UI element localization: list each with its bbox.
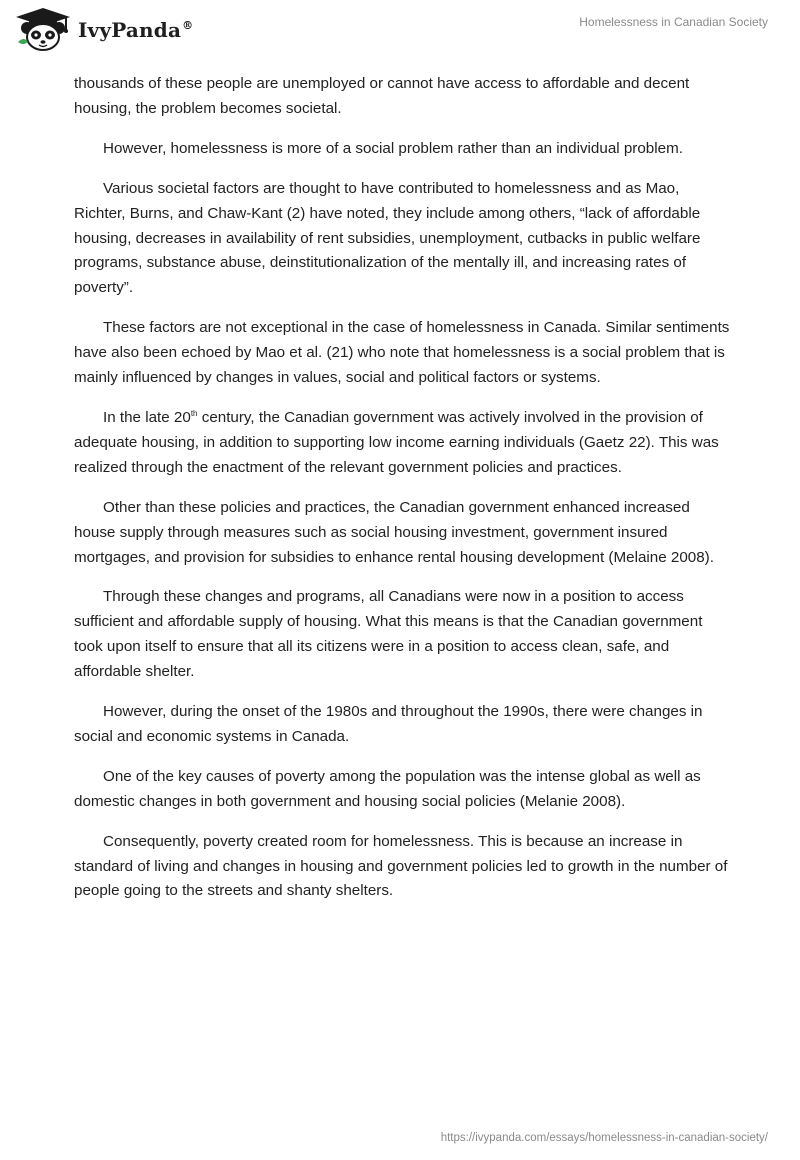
- essay-body: [74, 72, 734, 919]
- paragraph-10: Consequently, poverty created room for homelessness. This is because an increase in standard of living and changes in housing and government policies led to growth in the number of people going to the streets and shanty shelters.: [74, 832, 728, 900]
- brand-logo[interactable]: [14, 6, 193, 52]
- ordinal-superscript: th: [190, 408, 198, 418]
- paragraph-7: Through these changes and programs, all Canadians were now in a position to access sufficient and affordable supply of housing. What this means is that the Canadian government took upon itself to ensure that all its citizens were in a position to access clean, safe, and affordable shelter.: [74, 588, 703, 681]
- paragraph-5-text-after: century, the Canadian government was actively involved in the provision of adequate housing, in addition to supporting low income earning individuals (Gaetz 22). This was realized through the enactment of the relevant government policies and practices.: [74, 408, 719, 476]
- source-url-link[interactable]: https://ivypanda.com/essays/homelessness-in-canadian-society/: [440, 1132, 768, 1144]
- paragraph-5: [74, 406, 734, 481]
- paragraph-6: Other than these policies and practices, the Canadian government enhanced increased house supply through measures such as social housing investment, government insured mortgages, and provision for subsidies to enhance rental housing development (Melaine 2008).: [74, 498, 714, 566]
- paragraph-4: These factors are not exceptional in the case of homelessness in Canada. Similar sentiments have also been echoed by Mao et al. (21) who note that homelessness is a social problem that is mainly influenced by changes in values, social and political factors or systems.: [74, 319, 730, 387]
- panda-graduate-icon: [14, 6, 72, 52]
- paragraph-2: However, homelessness is more of a social problem rather than an individual problem.: [103, 139, 683, 157]
- page-header: [0, 0, 800, 64]
- paragraph-9: One of the key causes of poverty among the population was the intense global as well as domestic changes in both government and housing social policies (Melanie 2008).: [74, 767, 701, 810]
- brand-name: IvyPanda®: [78, 18, 194, 42]
- paragraph-3: Various societal factors are thought to have contributed to homelessness and as Mao, Richter, Burns, and Chaw-Kant (2) have noted, they include among others, “lack of affordable housing, decreases in availability of rent subsidies, unemployment, cutbacks in public welfare programs, substance abuse, deinstitutionalization of the mentally ill, and increasing rates of poverty”.: [74, 179, 701, 297]
- paragraph-1: thousands of these people are unemployed or cannot have access to affordable and decent housing, the problem becomes societal.: [74, 75, 690, 117]
- document-title: Homelessness in Canadian Society: [579, 15, 768, 29]
- registered-mark: ®: [182, 19, 194, 33]
- paragraph-8: However, during the onset of the 1980s and throughout the 1990s, there were changes in social and economic systems in Canada.: [74, 703, 703, 745]
- paragraph-5-text-before: In the late 20: [103, 408, 191, 426]
